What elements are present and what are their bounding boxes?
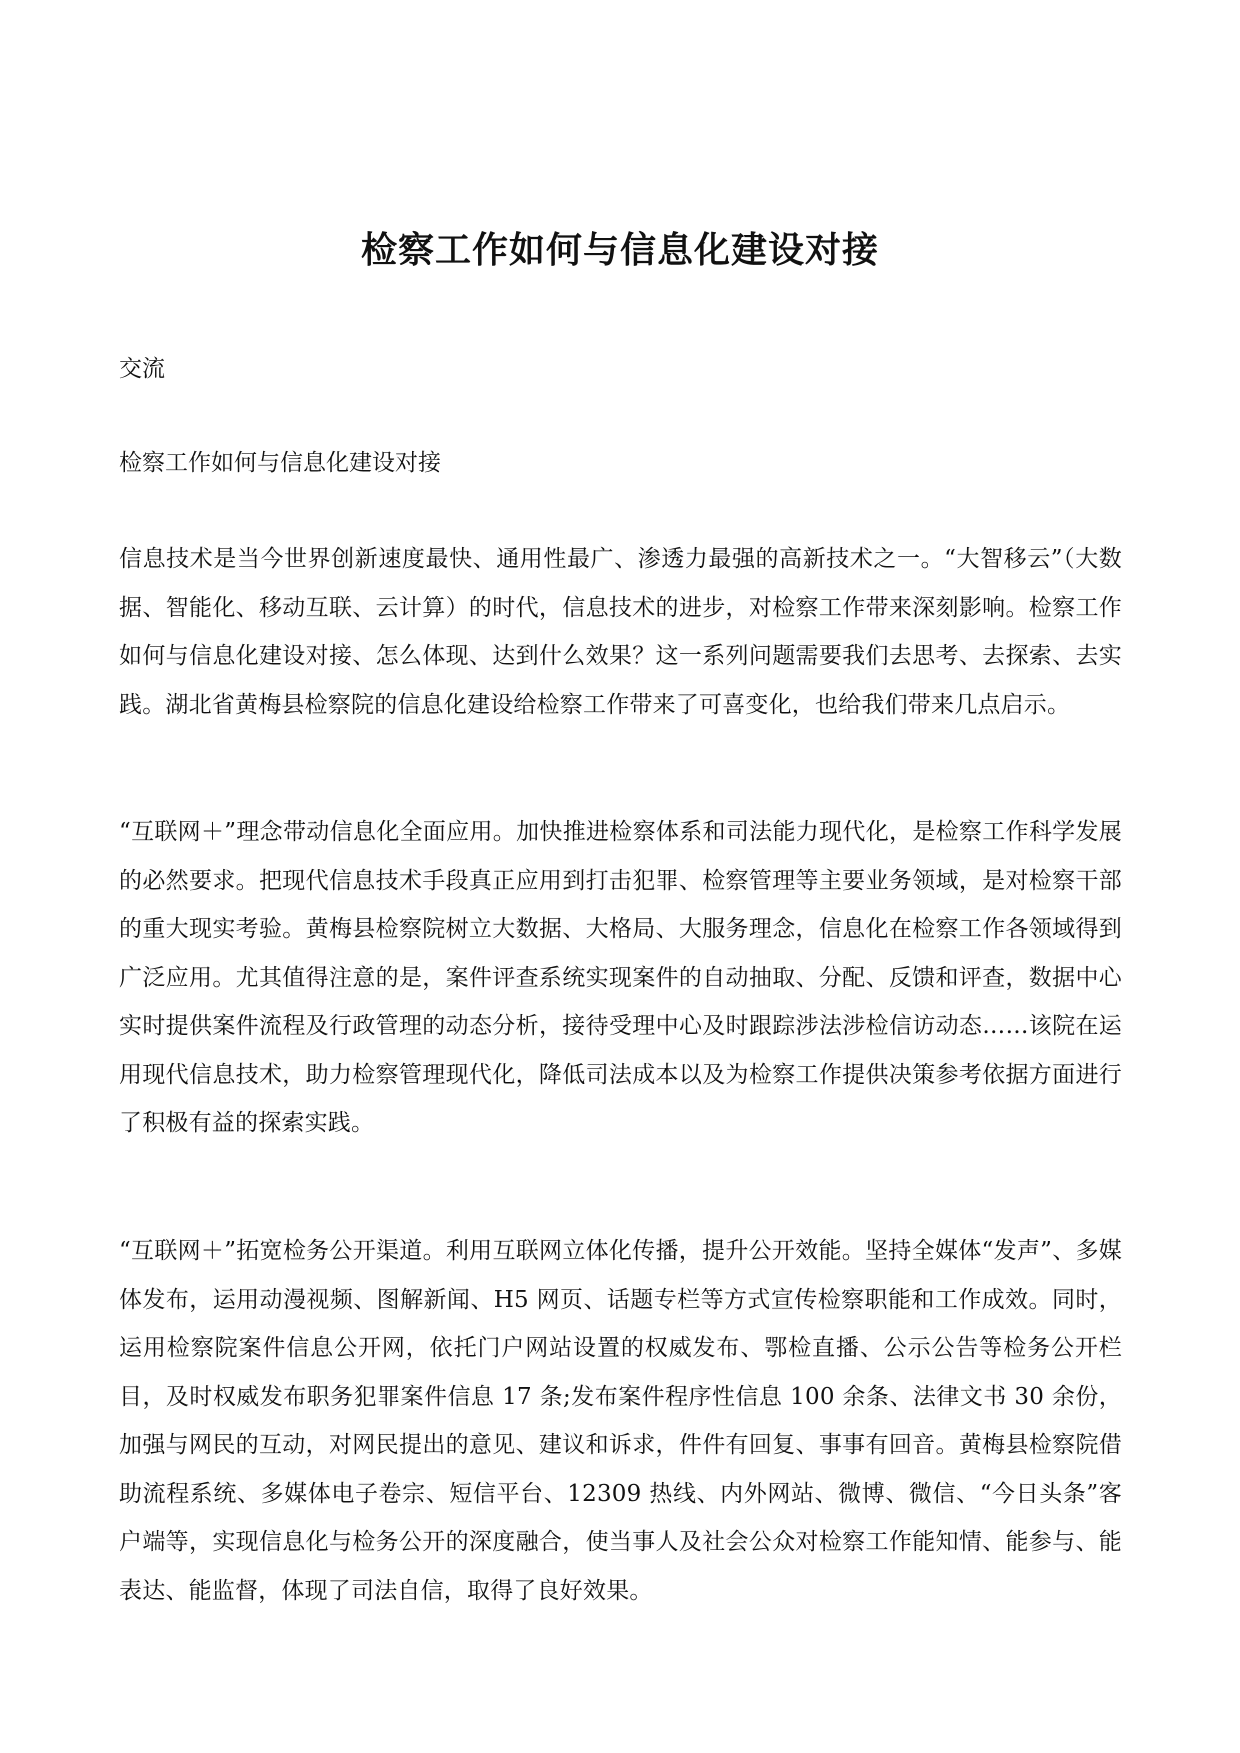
document-title: 检察工作如何与信息化建设对接 (360, 229, 879, 271)
document-subtitle: 检察工作如何与信息化建设对接 (119, 450, 441, 476)
paragraph-openness: “互联网＋”拓宽检务公开渠道。利用互联网立体化传播，提升公开效能。坚持全媒体“发声”、多媒体发布，运用动漫视频、图解新闻、H5 网页、话题专栏等方式宣传检察职能和工作成效。同时，运用检察院案件信息公开网，依托门户网站设置的权威发布、鄂检直播、公示公告等检务公开栏目，及时权威发布职务犯罪案件信息 17 条;发布案件程序性信息 100 余条、法律文书 30 余份，加强与网民的互动，对网民提出的意见、建议和诉求，件件有回复、事事有回音。黄梅县检察院借助流程系统、多媒体电子卷宗、短信平台、12309 热线、内外网站、微博、微信、“今日头条”客户端等，实现信息化与检务公开的深度融合，使当事人及社会公众对检察工作能知情、能参与、能表达、能监督，体现了司法自信，取得了良好效果。 (119, 1238, 1122, 1604)
category-tag: 交流 (119, 356, 165, 382)
paragraph-intro: 信息技术是当今世界创新速度最快、通用性最广、渗透力最强的高新技术之一。“大智移云”（大数据、智能化、移动互联、云计算）的时代，信息技术的进步，对检察工作带来深刻影响。检察工作如何与信息化建设对接、怎么体现、达到什么效果？这一系列问题需要我们去思考、去探索、去实践。湖北省黄梅县检察院的信息化建设给检察工作带来了可喜变化，也给我们带来几点启示。 (119, 546, 1122, 718)
paragraph-application: “互联网＋”理念带动信息化全面应用。加快推进检察体系和司法能力现代化，是检察工作科学发展的必然要求。把现代信息技术手段真正应用到打击犯罪、检察管理等主要业务领域，是对检察干部的重大现实考验。黄梅县检察院树立大数据、大格局、大服务理念，信息化在检察工作各领域得到广泛应用。尤其值得注意的是，案件评查系统实现案件的自动抽取、分配、反馈和评查，数据中心实时提供案件流程及行政管理的动态分析，接待受理中心及时跟踪涉法涉检信访动态……该院在运用现代信息技术，助力检察管理现代化，降低司法成本以及为检察工作提供决策参考依据方面进行了积极有益的探索实践。 (119, 819, 1122, 1136)
